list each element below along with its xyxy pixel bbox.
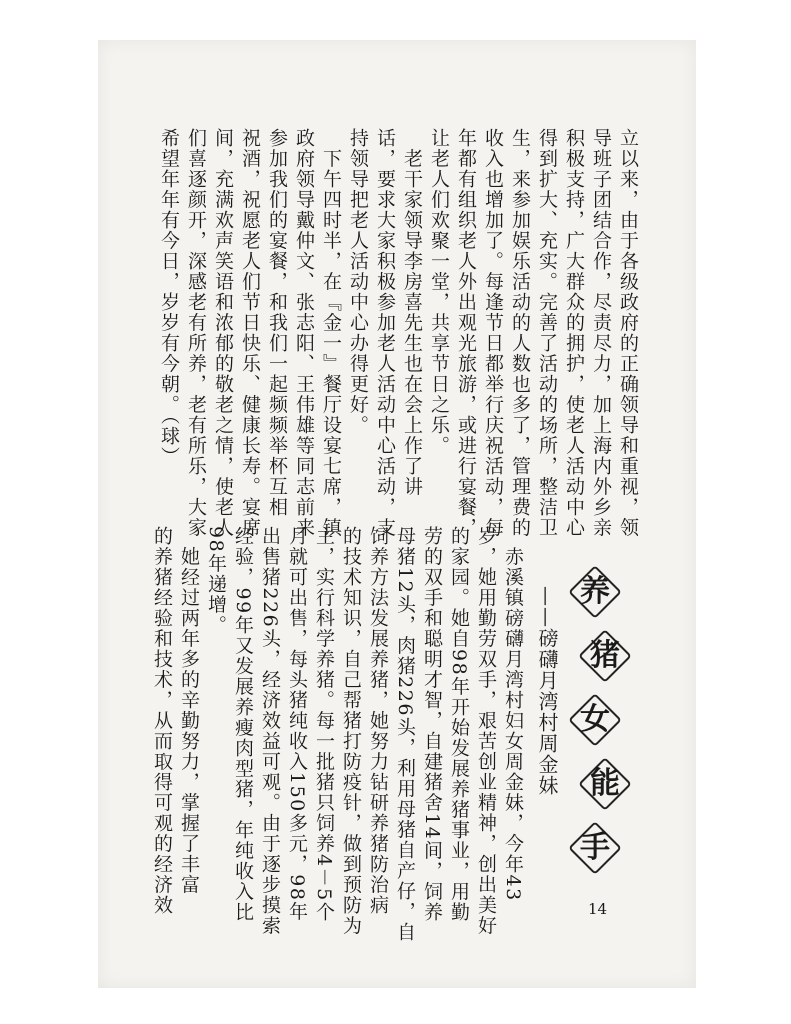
text-column: 主，实行科学养猪。每一批猪只饲养4－5个 — [313, 526, 335, 923]
text-column: 劳的双手和聪明才智，自建猪舍14间，饲养 — [421, 526, 443, 923]
text-column: 话，要求大家积极参加老人活动中心活动，支 — [374, 128, 396, 538]
text-column: 积极支持，广大群众的拥护，使老人活动中心 — [563, 128, 585, 538]
text-column: 参加我们的宴餐，和我们一起频频举杯互相 — [266, 128, 288, 518]
text-column: 祝酒，祝愿老人们节日快乐、健康长寿。宴席 — [239, 128, 261, 538]
title-char: 女 — [575, 700, 615, 740]
text-column: 98年递增。 — [205, 526, 227, 636]
text-column: 得到扩大、充实。完善了活动的场所，整洁卫 — [536, 128, 558, 538]
text-column: 月就可出售，每头猪纯收入150多元，98年 — [286, 526, 308, 922]
text-column: 导班子团结合作，尽责尽力，加上海内外乡亲 — [590, 128, 612, 538]
title-char: 手 — [575, 828, 615, 868]
text-column: 年都有组织老人外出观光旅游，或进行宴餐， — [455, 128, 477, 538]
text-column: 的技术知识，自己帮猪打防疫针，做到预防为 — [340, 526, 362, 936]
page-number: 14 — [588, 900, 608, 918]
text-column: 立以来，由于各级政府的正确领导和重视，领 — [617, 128, 639, 538]
text-column: 的家园。她自98年开始发展养猪事业，用勤 — [448, 526, 470, 923]
text-column: 政府领导戴仲文、张志阳、王伟雄等同志前来 — [293, 128, 315, 538]
text-column: 间，充满欢声笑语和浓郁的敬老之情，使老人 — [212, 128, 234, 538]
text-column: 持领导把老人活动中心办得更好。 — [347, 128, 369, 436]
text-column: 们喜逐颜开，深感老有所养，老有所乐，大家 — [185, 128, 207, 538]
text-column: 让老人们欢聚一堂，共享节日之乐。 — [428, 128, 450, 456]
text-column: 赤溪镇磅礴月湾村妇女周金妹，今年43 — [502, 526, 524, 902]
text-column: 母猪12头，肉猪226头，利用母猪自产仔，自 — [394, 526, 416, 943]
text-column: 的养猪经验和技术，从而取得可观的经济效 — [151, 526, 173, 916]
text-column: 出售猪226头，经济效益可观。由于逐步摸索 — [259, 526, 281, 936]
title-char: 猪 — [585, 636, 625, 676]
text-column: 老干家领导李房喜先生也在会上作了讲 — [401, 128, 423, 497]
title-char: 养 — [575, 572, 615, 612]
text-column: 收入也增加了。每逢节日都举行庆祝活动，每 — [482, 128, 504, 538]
text-column: 经验，99年又发展养瘦肉型猪，年纯收入比 — [232, 526, 254, 923]
text-column: 生，来参加娱乐活动的人数也多了，管理费的 — [509, 128, 531, 538]
text-column: 希望年年有今日，岁岁有今朝。（球） — [158, 128, 180, 467]
text-column: 岁，她用勤劳双手，艰苦创业精神，创出美好 — [475, 526, 497, 936]
text-column: 她经过两年多的辛勤努力，掌握了丰富 — [178, 526, 200, 895]
title-char: 能 — [585, 764, 625, 804]
article-subtitle: ——磅礴月湾村周金妹 — [535, 586, 559, 796]
text-column: 饲养方法发展养猪，她努力钻研养猪防治病 — [367, 526, 389, 916]
text-column: 下午四时半，在『金一』餐厅设宴七席，镇 — [320, 128, 342, 538]
